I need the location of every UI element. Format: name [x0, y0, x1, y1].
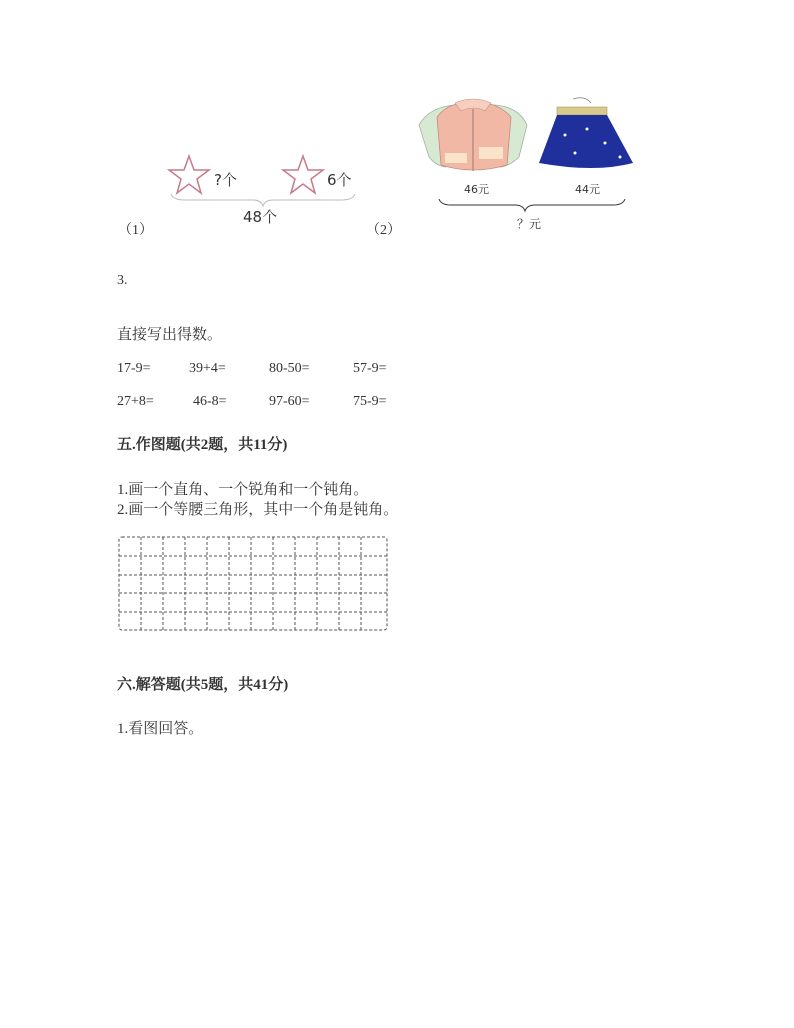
- skirt-price: 44元: [575, 183, 600, 196]
- equation: 39+4=: [189, 361, 226, 376]
- equation: 27+8=: [117, 394, 154, 409]
- equation: 75-9=: [353, 394, 387, 409]
- question-text: 2.画一个等腰三角形，其中一个角是钝角。: [117, 502, 399, 518]
- instruction-text: 直接写出得数。: [117, 327, 223, 343]
- part1-label: （1）: [118, 223, 153, 238]
- question-text: 1.看图回答。: [117, 721, 204, 737]
- equation: 57-9=: [353, 361, 387, 376]
- question-text: 1.画一个直角、一个锐角和一个钝角。: [117, 482, 369, 498]
- drawing-grid[interactable]: [118, 536, 388, 632]
- clothing-figure: [415, 95, 640, 235]
- jacket-price: 46元: [464, 183, 489, 196]
- star1-count: ?个: [214, 171, 237, 189]
- equation: 97-60=: [269, 394, 310, 409]
- section-heading: 六.解答题(共5题，共41分): [117, 677, 289, 693]
- question-number: 3.: [117, 273, 128, 288]
- sum-price: ？元: [517, 217, 542, 231]
- part2-label: （2）: [366, 223, 401, 238]
- star2-count: 6个: [327, 171, 352, 189]
- equation: 80-50=: [269, 361, 310, 376]
- jacket-icon: [419, 99, 527, 171]
- star-icon: [169, 156, 209, 193]
- total-count: 48个: [243, 208, 278, 226]
- brace-icon: [171, 194, 355, 206]
- star-icon: [283, 156, 323, 193]
- skirt-icon: [539, 98, 633, 168]
- equation: 17-9=: [117, 361, 151, 376]
- section-heading: 五.作图题(共2题，共11分): [117, 437, 288, 453]
- brace-icon: [439, 199, 625, 211]
- equation: 46-8=: [193, 394, 227, 409]
